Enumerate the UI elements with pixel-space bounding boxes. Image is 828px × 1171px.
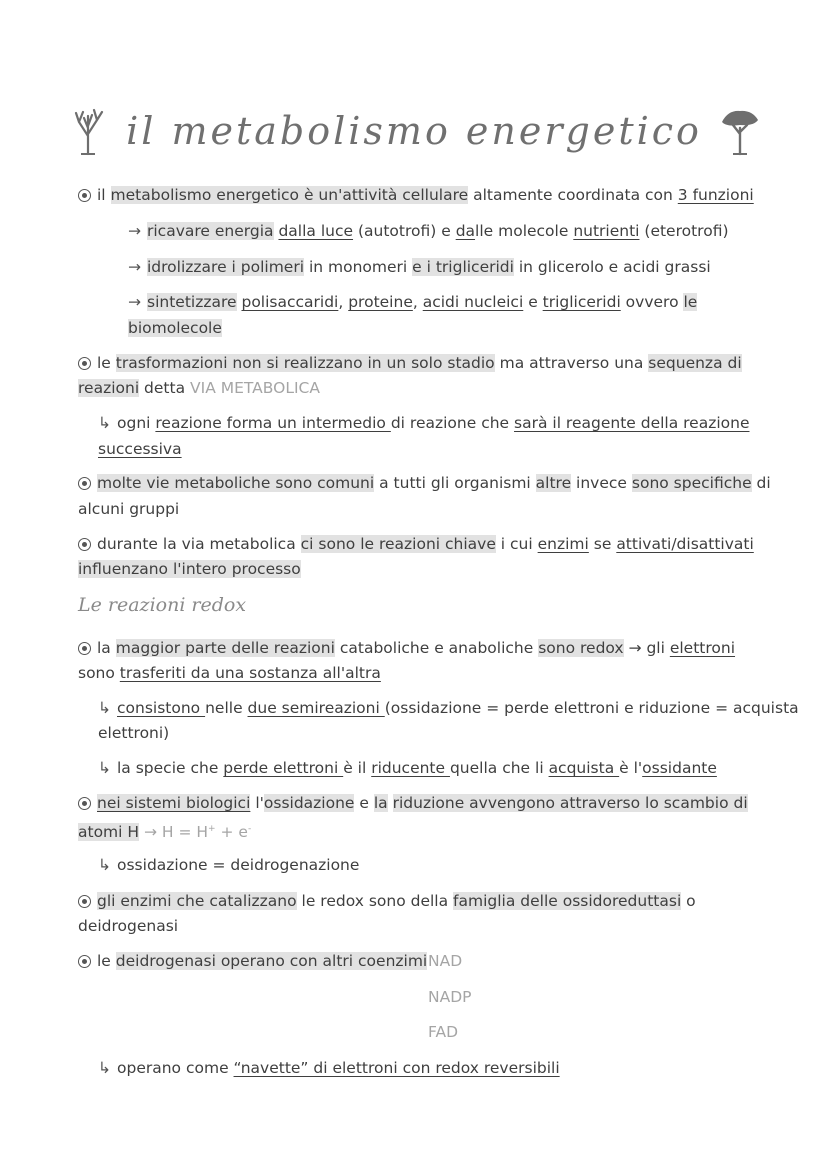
text: ogni — [117, 414, 156, 432]
highlight-text: molte vie metaboliche sono comuni — [97, 474, 375, 492]
highlight-text: la — [373, 794, 388, 812]
text: in monomeri — [304, 258, 413, 276]
highlight-text: maggior parte delle reazioni — [115, 639, 335, 657]
bullet-line — [78, 471, 771, 496]
bullet-line — [78, 791, 748, 816]
right-arrow-icon: → — [128, 222, 141, 240]
text: , — [412, 293, 423, 311]
highlight-text: biomolecole — [128, 319, 222, 337]
grey-text: VIA METABOLICA — [190, 379, 320, 397]
hook-arrow-icon: ↳ — [98, 699, 111, 717]
highlight-text: trasformazioni non si realizzano in un solo stadio — [115, 354, 495, 372]
text: detta — [139, 379, 191, 397]
text: se — [588, 535, 617, 553]
text: a tutti gli organismi — [374, 474, 536, 492]
text — [388, 794, 393, 812]
text: (autotrofi) e — [353, 222, 456, 240]
hook-line — [98, 411, 750, 436]
text: i cui — [495, 535, 538, 553]
text: , — [338, 293, 349, 311]
highlight-text: nei sistemi biologici — [97, 794, 251, 812]
text: durante la via metabolica — [97, 535, 301, 553]
highlight-text: atomi H — [78, 823, 140, 842]
text: elettroni) — [98, 724, 170, 742]
bullet-line — [78, 636, 735, 661]
highlight-text: idrolizzare i polimeri — [147, 258, 305, 276]
text: l' — [250, 794, 264, 812]
bullet-line-continuation — [78, 497, 179, 522]
bullet-icon — [78, 477, 91, 490]
highlight-text: sono redox — [538, 639, 624, 657]
arrow-line — [128, 255, 711, 280]
text: lle molecole — [475, 222, 574, 240]
text: il — [97, 186, 111, 204]
hook-line-continuation — [98, 721, 169, 746]
grey-text: + e — [215, 823, 248, 842]
text: sono — [78, 664, 120, 682]
arrow-line-continuation — [128, 316, 222, 341]
highlight-text: gli enzimi che catalizzano — [97, 892, 297, 910]
coenzyme-item: FAD — [428, 1023, 459, 1041]
coenzyme-item: NADP — [428, 988, 472, 1006]
underlined-text: trasferiti da una sostanza all'altra — [119, 664, 381, 682]
highlight-text: e i trigliceridi — [412, 258, 514, 276]
highlight-text: ricavare energia — [147, 222, 274, 240]
text: la — [97, 639, 116, 657]
page-title: il metabolismo energetico — [126, 109, 702, 153]
highlight-text: sequenza di — [648, 354, 742, 372]
bullet-line — [78, 889, 696, 914]
underlined-text: elettroni — [669, 639, 736, 657]
text: o — [681, 892, 696, 910]
text: e — [523, 293, 543, 311]
underlined-text: enzimi — [537, 535, 589, 553]
bullet-line — [78, 949, 427, 974]
grey-text: - — [247, 824, 252, 834]
underlined-text: trigliceridi — [542, 293, 621, 311]
arrow-line — [128, 219, 729, 244]
text: → gli — [623, 639, 670, 657]
underlined-text: polisaccaridi — [241, 293, 339, 311]
underlined-text: consistono — [117, 699, 206, 717]
text: deidrogenasi — [78, 917, 179, 935]
text: e — [354, 794, 374, 812]
grey-text: → H = H — [139, 823, 209, 842]
text: le redox sono della — [296, 892, 454, 910]
text: quella che li — [449, 759, 549, 777]
highlight-text: famiglia delle ossidoreduttasi — [453, 892, 682, 910]
bullet-line — [78, 532, 754, 557]
bullet-icon — [78, 357, 91, 370]
bullet-icon — [78, 189, 91, 202]
underlined-text: da — [455, 222, 476, 240]
text: le — [97, 952, 116, 970]
hook-arrow-icon: ↳ — [98, 1059, 111, 1077]
underlined-text: reazione forma un intermedio — [155, 414, 391, 432]
text: ossidazione = deidrogenazione — [117, 856, 360, 874]
highlight-text: influenzano l'intero processo — [78, 560, 301, 578]
text: di reazione che — [390, 414, 515, 432]
highlight-text: altre — [535, 474, 572, 492]
underlined-text: 3 funzioni — [677, 186, 754, 204]
text: di — [751, 474, 771, 492]
arrow-line — [128, 290, 697, 315]
hook-line — [98, 853, 359, 878]
text: alcuni gruppi — [78, 500, 180, 518]
text: è il — [343, 759, 372, 777]
bullet-icon — [78, 955, 91, 968]
text: nelle — [205, 699, 248, 717]
text: altamente coordinata con — [468, 186, 678, 204]
bare-tree-icon — [68, 106, 108, 156]
text: le — [97, 354, 116, 372]
underlined-text: perde elettroni — [223, 759, 344, 777]
highlight-text: reazioni — [78, 379, 140, 397]
grey-text: + — [208, 824, 216, 834]
text: ovvero — [620, 293, 684, 311]
hook-arrow-icon: ↳ — [98, 759, 111, 777]
bullet-icon — [78, 642, 91, 655]
bullet-icon — [78, 895, 91, 908]
text: (eterotrofi) — [639, 222, 729, 240]
text: ma attraverso una — [494, 354, 649, 372]
text: operano come — [117, 1059, 234, 1077]
underlined-text: proteine — [348, 293, 413, 311]
title-row — [0, 96, 828, 166]
highlight-text: sono specifiche — [631, 474, 752, 492]
text: la specie che — [117, 759, 224, 777]
bullet-icon — [78, 538, 91, 551]
coenzyme-item: NAD — [428, 952, 463, 970]
acacia-tree-icon — [720, 106, 760, 156]
bullet-line-continuation — [78, 914, 178, 939]
hook-line — [98, 696, 799, 721]
text: cataboliche e anaboliche — [334, 639, 539, 657]
right-arrow-icon: → — [128, 258, 141, 276]
text: in glicerolo e acidi grassi — [513, 258, 711, 276]
highlight-text: ci sono le reazioni chiave — [300, 535, 496, 553]
underlined-text: successiva — [98, 440, 182, 458]
bullet-line-continuation — [78, 376, 320, 401]
underlined-text: dalla luce — [278, 222, 354, 240]
underlined-text: ossidante — [642, 759, 717, 777]
hook-line — [98, 756, 717, 781]
text: (ossidazione = perde elettroni e riduzione = acquista — [384, 699, 799, 717]
underlined-text: nutrienti — [573, 222, 640, 240]
underlined-text: “navette” di elettroni con redox reversibili — [233, 1059, 560, 1077]
text: invece — [571, 474, 632, 492]
section-heading: Le reazioni redox — [78, 594, 247, 616]
underlined-text: acidi nucleici — [422, 293, 524, 311]
underlined-text: attivati/disattivati — [616, 535, 754, 553]
hook-arrow-icon: ↳ — [98, 856, 111, 874]
highlight-text: deidrogenasi operano con altri coenzimi — [115, 952, 428, 970]
bullet-line-continuation — [78, 557, 301, 582]
text: è l' — [619, 759, 643, 777]
bullet-icon — [78, 797, 91, 810]
bullet-line-continuation — [78, 661, 381, 686]
bullet-line-continuation — [78, 817, 251, 845]
underlined-text: acquista — [548, 759, 620, 777]
underlined-text: riducente — [371, 759, 450, 777]
hook-line-continuation — [98, 437, 182, 462]
hook-arrow-icon: ↳ — [98, 414, 111, 432]
highlight-text: riduzione avvengono attraverso lo scambio di — [392, 794, 748, 812]
hook-line — [98, 1056, 560, 1081]
highlight-text: sintetizzare — [147, 293, 237, 311]
highlight-text: le — [683, 293, 698, 311]
underlined-text: sarà il reagente della reazione — [514, 414, 750, 432]
highlight-text: ossidazione — [263, 794, 355, 812]
bullet-line — [78, 351, 742, 376]
bullet-line — [78, 183, 754, 208]
highlight-text: metabolismo energetico è un'attività cellulare — [110, 186, 469, 204]
underlined-text: due semireazioni — [247, 699, 385, 717]
right-arrow-icon: → — [128, 293, 141, 311]
